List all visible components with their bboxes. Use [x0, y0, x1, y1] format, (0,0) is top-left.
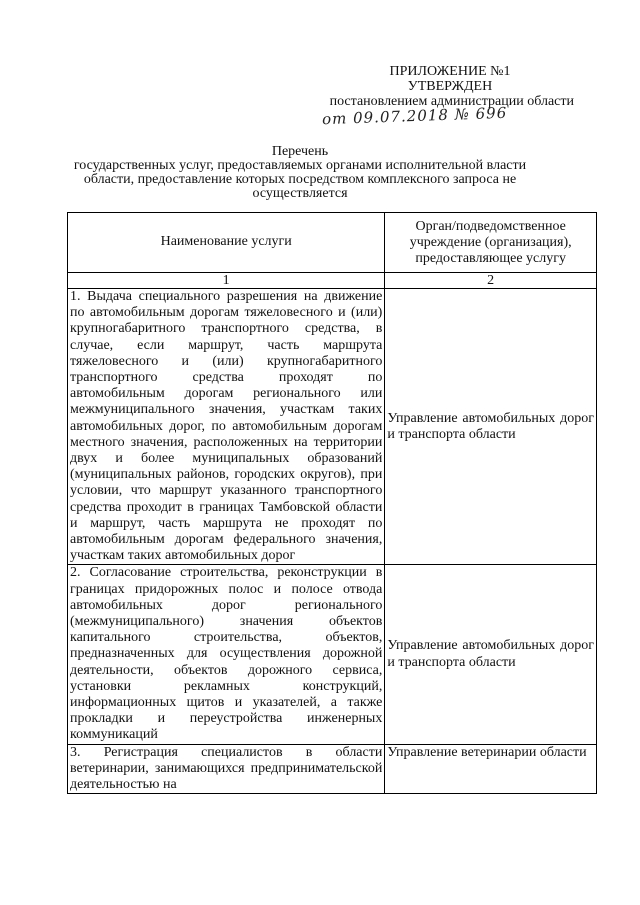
column-number-2: 2	[385, 273, 597, 289]
title-line-2: государственных услуг, предоставляемых органами исполнительной власти	[73, 158, 527, 173]
table-row	[68, 744, 597, 794]
title-line-3: области, предоставление которых посредством комплексного запроса не	[83, 172, 517, 187]
service-name-text: 3. Регистрация специалистов в области ветеринарии, занимающихся предпринимательской деятельностью на	[70, 744, 383, 793]
service-name-cell	[68, 744, 385, 794]
column-number-row	[68, 273, 597, 289]
appendix-label: ПРИЛОЖЕНИЕ №1	[389, 64, 511, 79]
service-name-text: 1. Выдача специального разрешения на движение по автомобильным дорогам тяжеловесного и (или) крупногабаритного транспортного средства, в случае, если маршрут, часть маршрута тяжеловесного и (или) крупногабаритного транспортного средства проходят по автомобильным дорогам регионального или межмуниципального значения, участкам таких автомобильных дорог, по автомобильным дорогам местного значения, расположенных на территории двух и более муниципальных образований (муниципальных районов, городских округов), при условии, что маршрут указанного транспортного средства проходит в границах Тамбовской области и маршрут, часть маршрута не проходят по автомобильным дорогам федерального значения, участкам таких автомобильных дорог	[70, 289, 383, 564]
organ-text: Управление автомобильных дорог и транспорта области	[387, 410, 594, 442]
organ-cell	[385, 565, 597, 744]
organ-text: Управление автомобильных дорог и транспорта области	[387, 638, 594, 670]
resolution-label: постановлением администрации области	[329, 94, 574, 109]
organ-cell	[385, 289, 597, 565]
table-row	[68, 565, 597, 744]
organ-cell	[385, 744, 597, 794]
service-name-cell	[68, 565, 385, 744]
document-title	[60, 145, 540, 201]
table-header-row	[68, 213, 597, 273]
header-service-name: Наименование услуги	[68, 213, 385, 273]
column-number-1: 1	[68, 273, 385, 289]
approved-label: УТВЕРЖДЕН	[407, 79, 493, 94]
title-line-1: Перечень	[271, 144, 329, 159]
approval-stamp	[300, 64, 600, 109]
services-table	[67, 212, 597, 794]
service-name-cell	[68, 289, 385, 565]
service-name-text: 2. Согласование строительства, реконструкции в границах придорожных полос и полосе отвода автомобильных дорог регионального (межмуниципального) значения объектов капитального строительства, объектов, предназначенных для осуществления дорожной деятельности, объектов дорожного сервиса, установки рекламных конструкций, информационных щитов и указателей, а также прокладки и переустройства инженерных коммуникаций	[70, 565, 383, 743]
header-organ: Орган/подведомственное учреждение (организация), предоставляющее услугу	[385, 213, 597, 273]
title-line-4: осуществляется	[252, 186, 348, 201]
organ-text: Управление ветеринарии области	[387, 744, 587, 760]
table-row	[68, 289, 597, 565]
handwritten-date-number: от 09.07.2018 № 696	[321, 103, 508, 129]
